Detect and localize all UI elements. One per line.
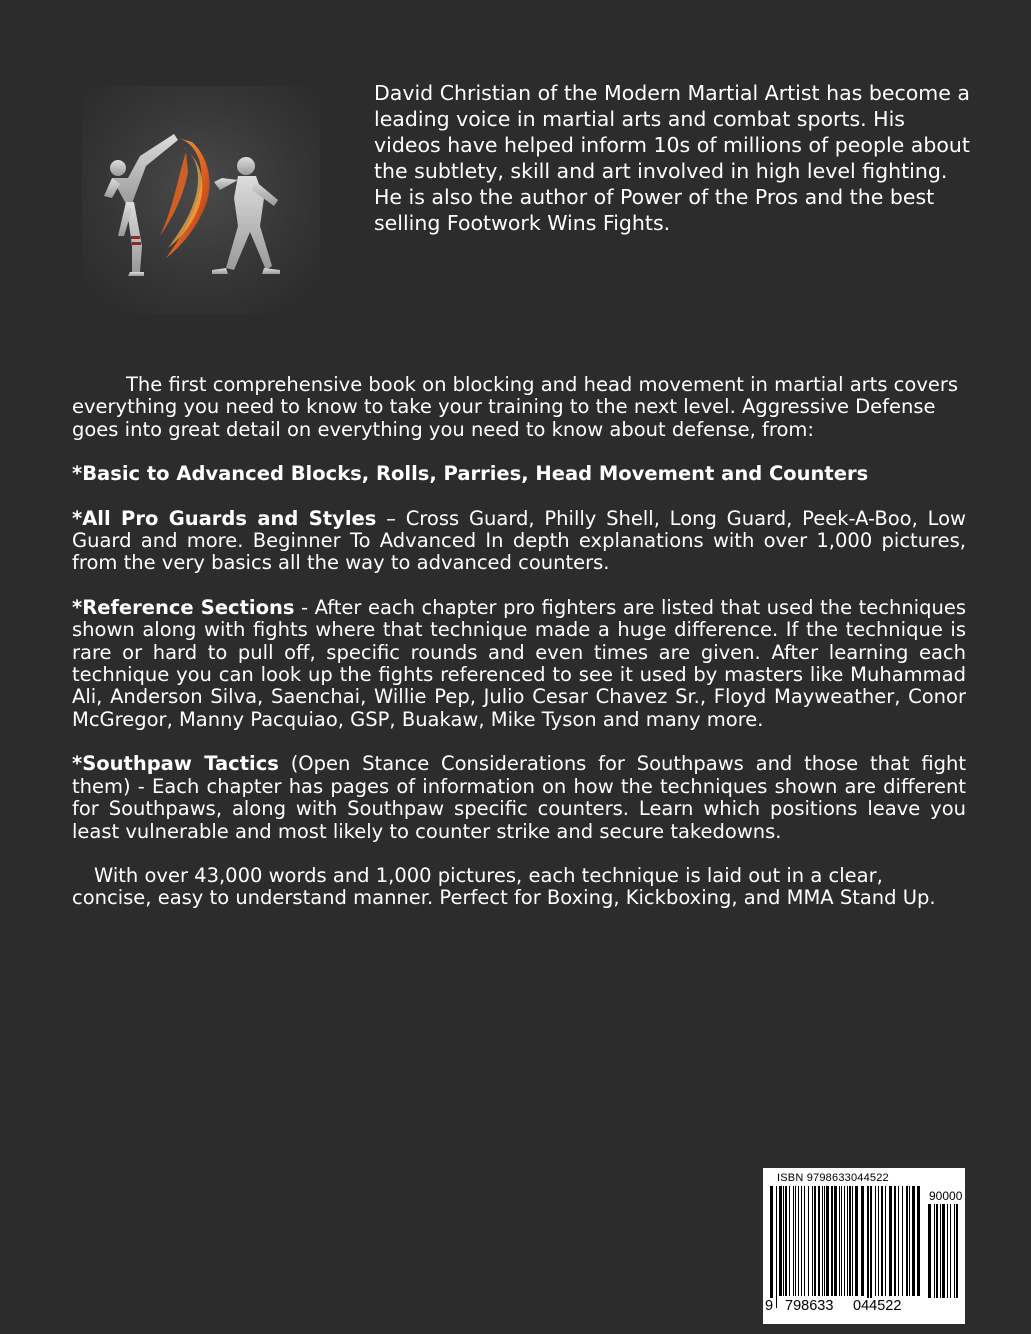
section-body: – Cross Guard, Philly Shell, Long Guard, Peek-A-Boo, Low Guard and more. Beginner To Advanced In depth explanations with over 1,000 pictures, from the very basics all the way to advanced counters.: [72, 506, 966, 575]
barcode-bar: [834, 1186, 837, 1296]
barcode-bar: [839, 1186, 840, 1296]
section-body: (Open Stance Considerations for Southpaws and those that fight them) - Each chapter has pages of information on how the techniques shown are different for Southpaws, along with Southpaw specific counters. Learn which positions leave you least vulnerable and most likely to counter strike and secure takedowns.: [72, 752, 967, 843]
barcode-bar: [885, 1186, 886, 1296]
barcode-bar: [894, 1186, 896, 1296]
price-code: 90000: [929, 1189, 963, 1203]
barcode-digit-lead: 9: [765, 1298, 774, 1314]
barcode-bar: [789, 1186, 790, 1296]
barcode-bar: [917, 1186, 920, 1296]
barcode-bar: [844, 1186, 845, 1296]
isbn-barcode: [763, 1168, 965, 1324]
barcode-bar: [801, 1186, 802, 1296]
section-title: *Basic to Advanced Blocks, Rolls, Parries, Head Movement and Counters: [72, 462, 869, 486]
barcode-bar: [785, 1186, 787, 1296]
barcode-bar: [898, 1186, 899, 1296]
barcode-icon: [769, 1186, 921, 1312]
barcode-bar: [852, 1186, 853, 1296]
barcode-bar: [808, 1186, 809, 1296]
barcode-bar: [947, 1204, 948, 1298]
book-description: [72, 374, 966, 910]
barcode-bar: [934, 1204, 935, 1298]
barcode-bar: [770, 1186, 773, 1308]
barcode-bar: [912, 1186, 915, 1296]
barcode-bar: [855, 1186, 858, 1296]
barcode-digits-right: 044522: [853, 1298, 902, 1314]
barcode-bar: [831, 1186, 833, 1296]
barcode-bar: [822, 1186, 823, 1296]
barcode-bar: [956, 1204, 958, 1298]
barcode-bar: [783, 1186, 784, 1296]
barcode-bar: [875, 1186, 876, 1296]
barcode-bar: [909, 1186, 910, 1296]
author-logo: [82, 86, 320, 314]
barcode-bar: [795, 1186, 796, 1296]
section-reference: [72, 597, 966, 731]
section-title: *Reference Sections: [72, 595, 295, 619]
barcode-bar: [940, 1204, 941, 1298]
section-basic-blocks: [72, 463, 966, 485]
barcode-bar: [936, 1204, 938, 1298]
closing-paragraph: With over 43,000 words and 1,000 pictures, each technique is laid out in a clear, concise, easy to understand manner. Perfect for Boxing, Kickboxing, and MMA Stand Up.: [72, 863, 936, 910]
barcode-bar: [776, 1186, 777, 1308]
barcode-bar: [793, 1186, 794, 1296]
barcode-bar: [812, 1186, 813, 1296]
barcode-bar: [779, 1186, 782, 1296]
barcode-bar: [824, 1186, 825, 1296]
isbn-label: ISBN 9798633044522: [777, 1172, 889, 1184]
intro-paragraph: The first comprehensive book on blocking and head movement in martial arts covers everything you need to know to take your training to the next level. Aggressive Defense goes into great detail on everything you need to know about defense, from:: [72, 373, 959, 441]
barcode-bar: [902, 1186, 903, 1296]
barcode-bar: [814, 1186, 816, 1296]
barcode-bar: [826, 1186, 829, 1296]
barcode-bar: [928, 1204, 931, 1298]
barcode-bar: [849, 1186, 851, 1296]
barcode-addon-icon: [927, 1204, 961, 1312]
barcode-bar: [861, 1186, 864, 1296]
martial-arts-kick-icon: [82, 86, 320, 314]
section-southpaw: [72, 753, 966, 843]
barcode-bar: [867, 1186, 869, 1308]
section-title: *All Pro Guards and Styles: [72, 506, 377, 530]
section-body: - After each chapter pro fighters are listed that used the techniques shown along with fights where that technique made a huge difference. If the technique is rare or hard to pull off, specific rounds and even times are given. After learning each technique you can look up the fights referenced to see it used by masters like Muhammad Ali, Anderson Silva, Saenchai, Willie Pep, Julio Cesar Chavez Sr., Floyd Mayweather, Conor McGregor, Manny Pacquiao, GSP, Buakaw, Mike Tyson and many more.: [72, 595, 966, 731]
barcode-digits-left: 798633: [785, 1298, 834, 1314]
barcode-bar: [818, 1186, 820, 1296]
section-pro-guards: [72, 508, 966, 575]
barcode-bar: [881, 1186, 883, 1296]
barcode-bar: [942, 1204, 945, 1298]
barcode-bar: [847, 1186, 848, 1296]
barcode-bar: [841, 1186, 842, 1296]
barcode-bar: [889, 1186, 892, 1296]
barcode-bar: [878, 1186, 879, 1296]
barcode-bar: [950, 1204, 951, 1298]
author-bio: David Christian of the Modern Martial Artist has become a leading voice in martial arts and combat sports. His videos have helped inform 10s of millions of people about the subtlety, skill and art involved in high level fighting. He is also the author of Power of the Pros and the best selling Footwork Wins Fights.: [374, 81, 970, 235]
barcode-bar: [804, 1186, 805, 1296]
barcode-bar: [870, 1186, 872, 1308]
barcode-bar: [798, 1186, 799, 1296]
section-title: *Southpaw Tactics: [72, 752, 279, 776]
barcode-bar: [906, 1186, 908, 1296]
barcode-bar: [954, 1204, 955, 1298]
